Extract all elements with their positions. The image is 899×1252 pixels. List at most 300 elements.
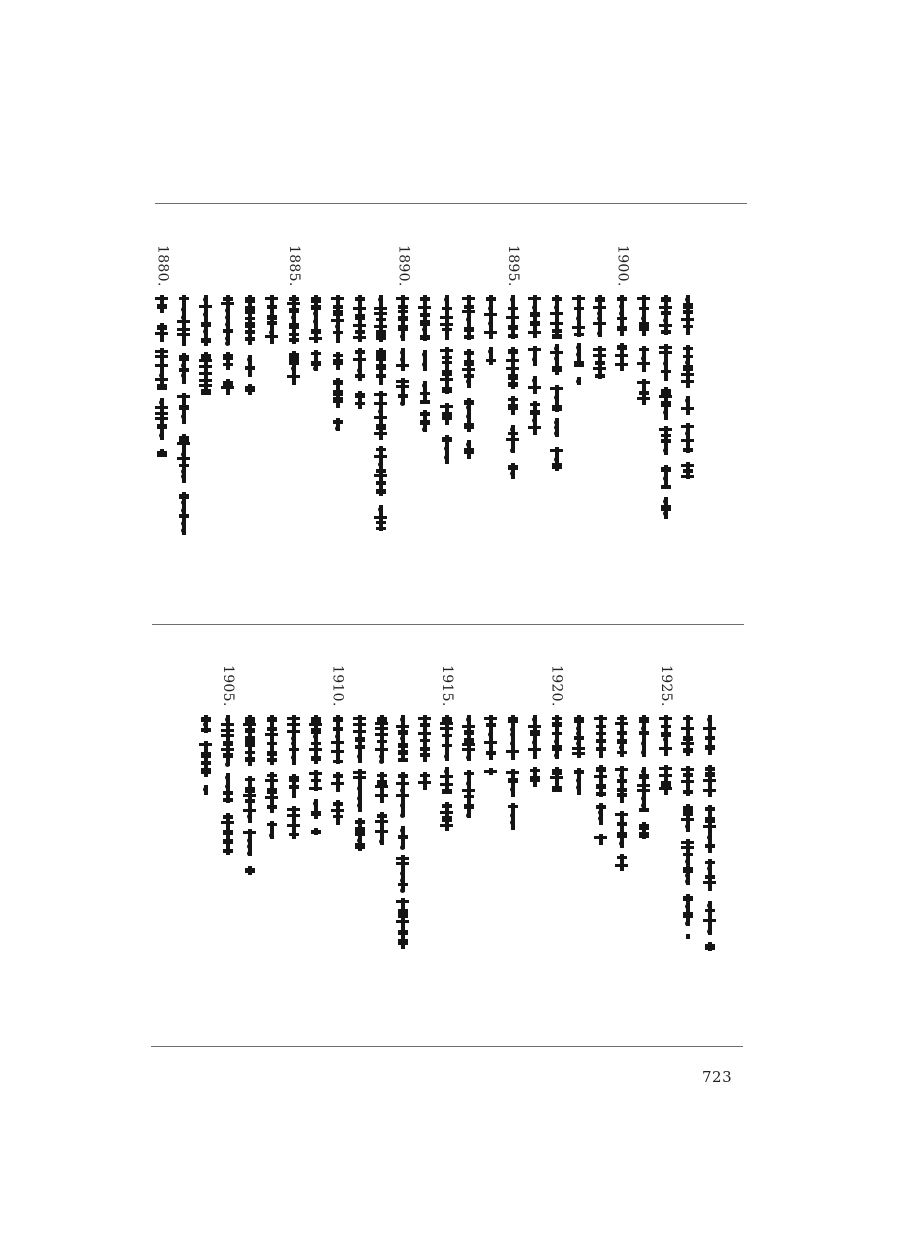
glyph-stroke	[550, 776, 563, 779]
glyph-stroke	[376, 364, 386, 370]
glyph-stroke	[155, 378, 168, 381]
glyph-stroke	[245, 741, 255, 747]
glyph-stroke	[269, 833, 274, 838]
glyph-stroke	[291, 366, 296, 371]
glyph-stroke	[552, 297, 562, 301]
script-text	[155, 295, 169, 455]
glyph-stroke	[155, 332, 168, 335]
glyph-stroke	[379, 839, 384, 844]
glyph-stroke	[396, 725, 409, 728]
glyph-stroke	[353, 717, 366, 720]
glyph-stroke	[267, 788, 277, 794]
glyph-stroke	[554, 305, 559, 310]
glyph-stroke	[554, 431, 559, 436]
glyph-stroke	[532, 717, 537, 722]
glyph-stroke	[333, 390, 343, 396]
glyph-stroke	[681, 407, 694, 410]
glyph-stroke	[201, 761, 211, 765]
script-text	[418, 715, 432, 795]
glyph-stroke	[683, 310, 693, 314]
glyph-stroke	[420, 420, 430, 425]
glyph-stroke	[396, 364, 409, 367]
glyph-stroke	[554, 457, 559, 462]
glyph-stroke	[355, 297, 365, 301]
glyph-stroke	[442, 734, 452, 737]
glyph-stroke	[289, 776, 299, 782]
glyph-stroke	[311, 297, 321, 303]
glyph-stroke	[510, 297, 515, 302]
glyph-stroke	[572, 326, 585, 329]
glyph-stroke	[552, 405, 562, 411]
glyph-stroke	[223, 798, 233, 802]
glyph-stroke	[595, 374, 605, 378]
glyph-stroke	[225, 341, 230, 346]
glyph-stroke	[508, 432, 518, 435]
glyph-stroke	[683, 853, 693, 856]
glyph-stroke	[508, 334, 518, 338]
glyph-stroke	[223, 297, 233, 301]
glyph-stroke	[637, 397, 650, 400]
glyph-stroke	[179, 494, 189, 499]
glyph-stroke	[532, 378, 537, 383]
glyph-stroke	[617, 822, 627, 826]
middle-rule	[152, 624, 744, 625]
year-label	[152, 245, 172, 287]
script-text	[375, 715, 389, 845]
year-text: 1925.	[658, 665, 675, 707]
glyph-stroke	[530, 730, 540, 736]
glyph-stroke	[484, 313, 497, 316]
glyph-stroke	[309, 723, 322, 726]
glyph-stroke	[355, 330, 365, 334]
glyph-stroke	[552, 722, 562, 727]
glyph-stroke	[243, 809, 256, 812]
glyph-stroke	[703, 789, 716, 792]
glyph-stroke	[681, 318, 694, 321]
glyph-stroke	[221, 734, 234, 737]
glyph-stroke	[508, 398, 518, 401]
glyph-stroke	[442, 307, 452, 310]
glyph-stroke	[637, 362, 650, 365]
glyph-stroke	[639, 832, 649, 838]
glyph-stroke	[267, 305, 277, 309]
script-text	[593, 295, 607, 379]
glyph-stroke	[466, 442, 471, 447]
script-text	[331, 295, 345, 431]
glyph-stroke	[333, 310, 343, 316]
script-text	[572, 715, 586, 795]
glyph-stroke	[552, 334, 562, 339]
glyph-stroke	[683, 912, 693, 918]
glyph-stroke	[245, 297, 255, 303]
glyph-stroke	[201, 728, 211, 732]
glyph-stroke	[420, 747, 430, 751]
glyph-stroke	[398, 758, 408, 762]
glyph-stroke	[464, 351, 474, 355]
glyph-stroke	[532, 305, 537, 310]
glyph-stroke	[705, 944, 715, 950]
glyph-stroke	[155, 364, 168, 367]
glyph-stroke	[311, 305, 321, 310]
glyph-stroke	[484, 717, 497, 720]
glyph-stroke	[400, 845, 405, 850]
glyph-stroke	[376, 318, 386, 321]
glyph-stroke	[572, 752, 585, 755]
glyph-stroke	[398, 310, 408, 313]
glyph-stroke	[221, 302, 234, 305]
glyph-stroke	[375, 830, 388, 833]
glyph-stroke	[311, 830, 321, 834]
glyph-stroke	[398, 930, 408, 935]
glyph-stroke	[335, 734, 340, 739]
glyph-stroke	[686, 934, 690, 939]
glyph-stroke	[508, 805, 518, 808]
script-text	[572, 295, 586, 385]
glyph-stroke	[376, 336, 386, 340]
glyph-stroke	[287, 814, 300, 817]
glyph-stroke	[707, 835, 712, 840]
glyph-stroke	[245, 366, 255, 370]
glyph-stroke	[398, 325, 408, 331]
glyph-stroke	[418, 306, 431, 309]
glyph-stroke	[420, 739, 430, 742]
script-text	[440, 295, 454, 465]
glyph-stroke	[464, 448, 474, 454]
glyph-stroke	[552, 463, 562, 469]
glyph-stroke	[681, 475, 694, 478]
glyph-stroke	[331, 319, 344, 322]
glyph-stroke	[683, 365, 693, 371]
glyph-stroke	[311, 742, 321, 745]
glyph-stroke	[267, 823, 277, 826]
glyph-stroke	[157, 424, 167, 429]
glyph-stroke	[639, 307, 649, 310]
glyph-stroke	[593, 354, 606, 357]
glyph-stroke	[703, 727, 716, 730]
glyph-stroke	[331, 809, 344, 812]
glyph-stroke	[223, 849, 233, 853]
glyph-stroke	[617, 793, 627, 797]
script-text	[637, 295, 651, 405]
glyph-stroke	[593, 306, 606, 309]
glyph-stroke	[442, 387, 452, 393]
year-text: 1910.	[329, 665, 346, 707]
glyph-stroke	[374, 516, 387, 519]
glyph-stroke	[506, 316, 519, 319]
year-label	[437, 665, 457, 707]
glyph-stroke	[639, 731, 649, 735]
glyph-stroke	[550, 351, 563, 354]
glyph-stroke	[506, 771, 519, 774]
script-text	[309, 295, 323, 371]
glyph-stroke	[506, 438, 519, 441]
glyph-stroke	[681, 727, 694, 730]
glyph-stroke	[440, 727, 453, 730]
glyph-stroke	[486, 297, 496, 301]
glyph-stroke	[552, 366, 562, 372]
glyph-stroke	[245, 322, 255, 328]
glyph-stroke	[596, 784, 606, 789]
glyph-stroke	[199, 372, 212, 375]
glyph-stroke	[375, 820, 388, 823]
glyph-stroke	[462, 368, 475, 371]
glyph-stroke	[599, 715, 603, 758]
glyph-stroke	[637, 381, 650, 384]
script-text	[243, 715, 257, 875]
glyph-stroke	[550, 322, 563, 325]
glyph-stroke	[637, 297, 650, 300]
glyph-stroke	[659, 324, 672, 327]
glyph-stroke	[683, 325, 693, 328]
glyph-stroke	[683, 303, 693, 309]
glyph-stroke	[355, 402, 365, 405]
glyph-stroke	[705, 772, 715, 777]
glyph-stroke	[377, 814, 387, 818]
glyph-stroke	[440, 783, 453, 786]
year-label	[547, 665, 567, 707]
glyph-stroke	[398, 939, 408, 945]
glyph-stroke	[615, 354, 628, 357]
glyph-stroke	[508, 307, 518, 310]
glyph-stroke	[243, 794, 256, 797]
glyph-stroke	[221, 748, 234, 751]
glyph-stroke	[464, 360, 474, 366]
glyph-stroke	[245, 317, 255, 320]
glyph-stroke	[707, 717, 712, 722]
glyph-stroke	[331, 782, 344, 785]
glyph-stroke	[620, 766, 624, 803]
year-text: 1900.	[614, 245, 631, 287]
glyph-stroke	[418, 781, 431, 784]
glyph-stroke	[265, 297, 278, 300]
glyph-stroke	[199, 359, 212, 362]
glyph-stroke	[464, 423, 474, 429]
glyph-stroke	[576, 741, 581, 746]
glyph-stroke	[596, 725, 606, 728]
glyph-stroke	[289, 748, 299, 751]
year-text: 1895.	[504, 245, 521, 287]
glyph-stroke	[353, 336, 366, 339]
year-label	[218, 665, 238, 707]
glyph-stroke	[289, 333, 299, 336]
glyph-stroke	[357, 796, 362, 801]
glyph-stroke	[245, 868, 255, 873]
glyph-stroke	[440, 722, 453, 725]
script-text	[506, 295, 520, 479]
glyph-stroke	[376, 374, 386, 378]
glyph-stroke	[355, 820, 365, 824]
glyph-stroke	[377, 774, 387, 777]
glyph-stroke	[574, 307, 584, 310]
glyph-stroke	[550, 312, 563, 315]
glyph-stroke	[593, 367, 606, 370]
glyph-stroke	[376, 521, 386, 524]
glyph-stroke	[617, 832, 627, 838]
glyph-stroke	[287, 808, 300, 811]
glyph-stroke	[637, 789, 650, 792]
glyph-stroke	[398, 774, 408, 778]
glyph-stroke	[157, 451, 167, 457]
glyph-stroke	[661, 297, 671, 302]
glyph-stroke	[508, 404, 518, 410]
glyph-stroke	[396, 862, 409, 865]
glyph-stroke	[157, 325, 167, 330]
glyph-stroke	[398, 316, 408, 321]
glyph-stroke	[265, 335, 278, 338]
glyph-stroke	[685, 398, 690, 403]
glyph-stroke	[486, 359, 496, 362]
glyph-stroke	[572, 747, 585, 750]
glyph-stroke	[683, 717, 693, 720]
glyph-stroke	[289, 359, 299, 365]
glyph-stroke	[532, 418, 537, 423]
glyph-stroke	[420, 392, 430, 395]
glyph-stroke	[377, 740, 387, 743]
script-text	[659, 715, 673, 795]
glyph-stroke	[576, 785, 581, 790]
glyph-stroke	[201, 768, 211, 774]
year-text: 1905.	[220, 665, 237, 707]
glyph-stroke	[510, 448, 515, 453]
glyph-stroke	[289, 338, 299, 342]
year-label	[393, 245, 413, 287]
glyph-stroke	[703, 825, 716, 828]
glyph-stroke	[376, 448, 386, 451]
glyph-stroke	[464, 804, 474, 809]
script-text	[331, 715, 345, 825]
glyph-stroke	[375, 733, 388, 736]
glyph-stroke	[311, 352, 321, 355]
glyph-stroke	[554, 753, 559, 758]
glyph-stroke	[554, 425, 559, 430]
glyph-stroke	[594, 836, 607, 839]
glyph-stroke	[442, 437, 452, 442]
glyph-stroke	[681, 373, 694, 376]
glyph-stroke	[442, 361, 452, 364]
glyph-stroke	[353, 307, 366, 310]
glyph-stroke	[486, 751, 496, 755]
glyph-stroke	[223, 329, 233, 333]
glyph-stroke	[705, 767, 715, 771]
glyph-stroke	[201, 389, 211, 395]
glyph-stroke	[550, 387, 563, 390]
glyph-stroke	[311, 329, 321, 334]
year-label	[612, 245, 632, 287]
glyph-stroke	[179, 405, 189, 410]
glyph-stroke	[464, 374, 474, 378]
glyph-stroke	[530, 321, 540, 326]
script-text	[243, 295, 257, 395]
glyph-stroke	[267, 315, 277, 320]
glyph-stroke	[576, 316, 581, 321]
glyph-stroke	[376, 469, 386, 473]
glyph-stroke	[705, 736, 715, 740]
glyph-stroke	[396, 385, 409, 388]
glyph-stroke	[659, 306, 672, 309]
glyph-stroke	[245, 311, 255, 314]
glyph-stroke	[508, 374, 518, 380]
glyph-stroke	[396, 782, 409, 785]
glyph-stroke	[376, 355, 386, 361]
script-text	[396, 295, 410, 405]
script-text	[550, 295, 564, 471]
script-text	[199, 715, 213, 795]
glyph-stroke	[333, 397, 343, 403]
glyph-stroke	[313, 366, 318, 371]
glyph-stroke	[201, 322, 211, 327]
glyph-stroke	[464, 772, 474, 775]
glyph-stroke	[245, 799, 255, 803]
glyph-stroke	[594, 717, 607, 720]
glyph-stroke	[331, 741, 344, 744]
glyph-stroke	[420, 297, 430, 301]
glyph-stroke	[199, 379, 212, 382]
glyph-stroke	[528, 426, 541, 429]
glyph-stroke	[659, 351, 672, 354]
glyph-stroke	[247, 357, 252, 362]
glyph-stroke	[289, 785, 299, 789]
glyph-stroke	[683, 812, 693, 816]
glyph-stroke	[464, 335, 474, 339]
glyph-stroke	[355, 314, 365, 320]
glyph-stroke	[420, 313, 430, 317]
glyph-stroke	[313, 311, 318, 316]
glyph-stroke	[245, 778, 255, 781]
glyph-stroke	[661, 467, 671, 472]
glyph-stroke	[661, 725, 671, 728]
glyph-stroke	[177, 333, 190, 336]
glyph-stroke	[661, 311, 671, 315]
glyph-stroke	[199, 384, 212, 387]
glyph-stroke	[221, 821, 234, 824]
glyph-stroke	[462, 297, 475, 300]
glyph-stroke	[223, 753, 233, 758]
glyph-stroke	[661, 370, 671, 373]
glyph-stroke	[221, 386, 234, 389]
glyph-stroke	[488, 306, 493, 311]
glyph-stroke	[420, 400, 430, 404]
glyph-stroke	[467, 770, 471, 818]
glyph-stroke	[685, 297, 690, 302]
glyph-stroke	[683, 347, 693, 350]
glyph-stroke	[488, 321, 493, 326]
script-text	[199, 295, 213, 405]
script-text	[462, 295, 476, 459]
glyph-stroke	[309, 748, 322, 751]
glyph-stroke	[506, 750, 519, 753]
script-text	[287, 295, 301, 385]
glyph-stroke	[528, 297, 541, 300]
glyph-stroke	[484, 331, 497, 334]
glyph-stroke	[440, 811, 453, 814]
glyph-stroke	[309, 337, 322, 340]
glyph-stroke	[574, 333, 584, 336]
glyph-stroke	[374, 455, 387, 458]
glyph-stroke	[398, 730, 408, 735]
glyph-stroke	[661, 330, 671, 334]
glyph-stroke	[707, 929, 712, 934]
glyph-stroke	[466, 414, 471, 419]
glyph-stroke	[617, 326, 627, 331]
glyph-stroke	[617, 856, 627, 859]
glyph-stroke	[440, 775, 453, 778]
script-text	[374, 295, 388, 531]
glyph-stroke	[398, 883, 408, 886]
glyph-stroke	[179, 514, 189, 518]
glyph-stroke	[681, 425, 694, 428]
glyph-stroke	[400, 401, 405, 406]
glyph-stroke	[442, 744, 452, 747]
